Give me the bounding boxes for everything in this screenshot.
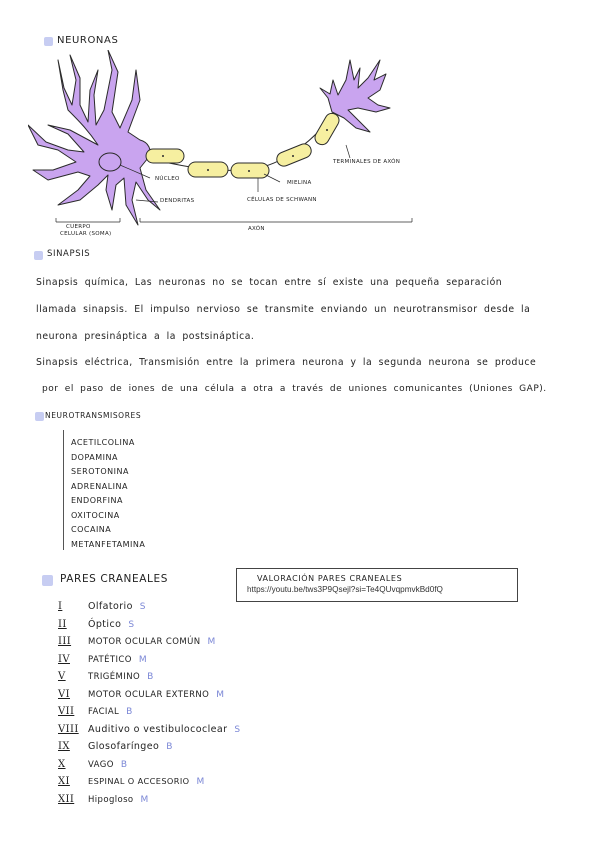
- video-url-link[interactable]: https://youtu.be/tws3P9Qsejl?si=Te4QUvqpmvkBd0fQ: [247, 585, 443, 594]
- list-item: METANFETAMINA: [71, 539, 146, 549]
- neurotransmisores-heading: NEUROTRANSMISORES: [45, 411, 142, 420]
- list-item: [58, 773, 241, 791]
- list-item: DOPAMINA: [71, 452, 118, 462]
- pare-number: II: [58, 618, 67, 630]
- pare-type-badge: M: [138, 654, 147, 665]
- neurotransmisores-bracket: [63, 430, 64, 550]
- list-item: SEROTONINA: [71, 467, 129, 476]
- pare-type-badge: S: [234, 724, 241, 735]
- neurotransmisores-bullet-icon: [35, 412, 44, 421]
- neuronas-bullet-icon: [44, 37, 53, 46]
- list-item: [58, 598, 241, 616]
- pare-name: VAGO: [88, 759, 114, 770]
- pare-name: PATÉTICO: [88, 654, 132, 665]
- myelin-sheath: [146, 111, 342, 178]
- pare-number: X: [58, 758, 66, 770]
- neuron-diagram: [28, 50, 418, 240]
- pare-name: FACIAL: [88, 707, 120, 717]
- pare-name: MOTOR OCULAR COMÚN: [88, 637, 201, 647]
- pare-name: TRIGÉMINO: [88, 672, 141, 682]
- sinapsis-line-1: Sinapsis química, Las neuronas no se tocan entre sí existe una pequeña separación: [36, 277, 503, 288]
- list-item: [58, 791, 241, 809]
- sinapsis-bullet-icon: [34, 251, 43, 260]
- label-mielina: MIELINA: [287, 180, 312, 186]
- label-celular-soma: CELULAR (SOMA): [60, 231, 112, 237]
- pare-type-badge: B: [126, 707, 133, 717]
- list-item: OXITOCINA: [71, 510, 120, 520]
- neuron-nucleus: [99, 153, 121, 171]
- pare-number: IV: [58, 653, 70, 665]
- label-terminales: TERMINALES DE AXÓN: [333, 159, 401, 165]
- pare-name: ESPINAL O ACCESORIO: [88, 776, 190, 786]
- pare-name: Óptico: [88, 618, 122, 630]
- pare-number: VIII: [58, 723, 79, 735]
- pare-type-badge: M: [140, 794, 149, 805]
- label-celulas-schwann: CÉLULAS DE SCHWANN: [247, 197, 317, 203]
- label-dendritas: DENDRITAS: [160, 198, 195, 204]
- pares-bullet-icon: [42, 575, 53, 586]
- pare-number: V: [58, 671, 66, 682]
- pare-type-badge: S: [139, 602, 146, 612]
- pare-number: I: [58, 601, 63, 612]
- pare-name: Glosofaríngeo: [88, 741, 160, 752]
- sinapsis-line-3: neurona presináptica a la postsináptica.: [36, 331, 255, 342]
- list-item: [58, 651, 241, 669]
- pare-number: XI: [58, 776, 70, 787]
- pare-name: Olfatorio: [88, 601, 133, 612]
- sinapsis-line-2: llamada sinapsis. El impulso nervioso se transmite enviando un neurotransmisor desde la: [36, 304, 531, 315]
- pare-name: Auditivo o vestibulococlear: [88, 723, 228, 735]
- list-item: [58, 616, 241, 634]
- list-item: [58, 738, 241, 756]
- list-item: [58, 703, 241, 721]
- pare-name: MOTOR OCULAR EXTERNO: [88, 689, 210, 700]
- pare-type-badge: B: [166, 742, 173, 752]
- pare-type-badge: S: [128, 619, 135, 630]
- video-title: VALORACIÓN PARES CRANEALES: [257, 574, 403, 583]
- pare-type-badge: B: [120, 759, 128, 770]
- list-item: [58, 686, 241, 704]
- pare-type-badge: B: [147, 672, 154, 682]
- pare-type-badge: M: [207, 637, 216, 647]
- pare-type-badge: M: [216, 689, 225, 700]
- pares-list: [58, 598, 241, 808]
- list-item: [58, 721, 241, 739]
- list-item: ENDORFINA: [71, 496, 123, 505]
- list-item: COCAINA: [71, 525, 112, 534]
- list-item: [58, 633, 241, 651]
- neurotransmisores-list: [71, 436, 145, 552]
- label-axon: AXÓN: [248, 226, 265, 232]
- neuronas-heading: NEURONAS: [57, 35, 119, 46]
- sinapsis-heading: SINAPSIS: [47, 249, 91, 259]
- sinapsis-line-5: por el paso de iones de una célula a otra a través de uniones comunicantes (Uniones GAP).: [42, 384, 547, 394]
- sinapsis-line-4: Sinapsis eléctrica, Transmisión entre la primera neurona y la segunda neurona se produce: [36, 357, 537, 368]
- list-item: ACETILCOLINA: [71, 438, 135, 447]
- pare-type-badge: M: [196, 777, 205, 787]
- pares-heading: PARES CRANEALES: [60, 573, 168, 585]
- pare-number: XII: [58, 793, 75, 805]
- list-item: [58, 756, 241, 774]
- pare-number: III: [58, 636, 72, 647]
- pare-number: IX: [58, 741, 70, 752]
- list-item: [58, 668, 241, 686]
- label-nucleo: NÚCLEO: [155, 176, 180, 182]
- pare-name: Hipogloso: [88, 794, 134, 805]
- pare-number: VII: [58, 706, 75, 717]
- video-link-box[interactable]: [236, 568, 518, 602]
- pare-number: VI: [58, 688, 70, 700]
- neuron-soma: [28, 50, 160, 225]
- list-item: ADRENALINA: [71, 481, 128, 491]
- label-cuerpo: CUERPO: [66, 224, 91, 230]
